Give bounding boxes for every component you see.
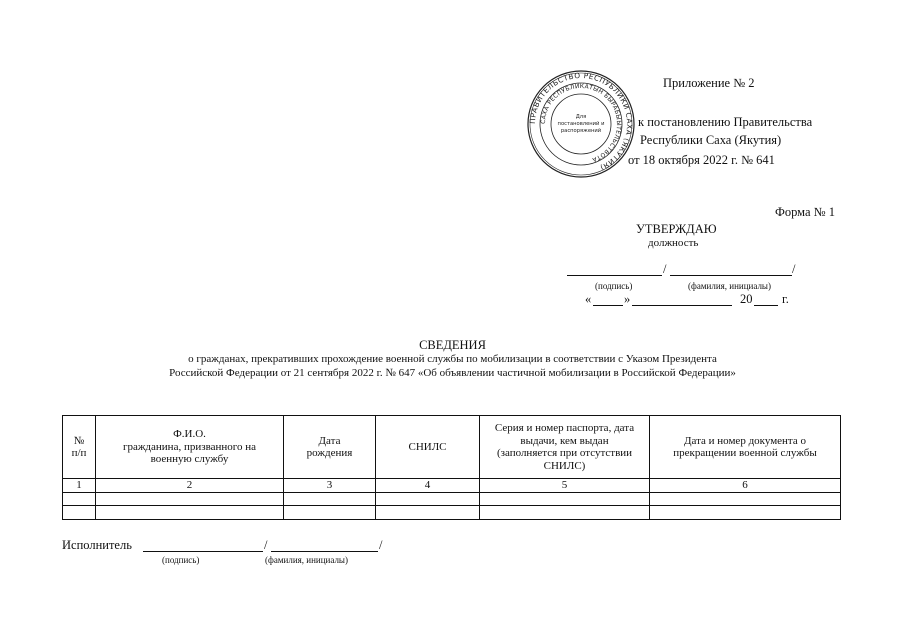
position-label: должность — [648, 237, 699, 249]
table-header-row — [63, 416, 841, 479]
form-number: Форма № 1 — [775, 205, 835, 219]
approve-name-line — [670, 275, 792, 276]
approve-signature-line — [567, 275, 662, 276]
approve-slash-end: / — [792, 262, 796, 276]
column-number-3: 3 — [284, 479, 376, 493]
date-year-suffix: г. — [782, 292, 789, 306]
table-row — [63, 505, 841, 519]
date-day-line — [593, 305, 623, 306]
approve-name-caption: (фамилия, инициалы) — [688, 281, 771, 291]
date-year-line — [754, 305, 778, 306]
appendix-date-number: от 18 октября 2022 г. № 641 — [628, 153, 775, 167]
executor-slash: / — [264, 538, 268, 552]
date-quote-open: « — [585, 292, 592, 306]
table-cell[interactable] — [650, 505, 841, 519]
approve-signature-caption: (подпись) — [595, 281, 633, 291]
column-number-6: 6 — [650, 479, 841, 493]
executor-slash-end: / — [379, 538, 383, 552]
executor-name-line[interactable] — [271, 551, 378, 552]
table-row — [63, 492, 841, 505]
header-cell-number: № п/п — [63, 416, 96, 479]
executor-name-caption: (фамилия, инициалы) — [265, 555, 348, 565]
official-seal — [527, 70, 635, 178]
executor-signature-line[interactable] — [143, 551, 263, 552]
seal-center-line-3: распоряжений — [560, 128, 602, 134]
seal-inner-text: САХА РЕСПУБЛИКАТЫН БЫРАБЫЫТЕЛЬСТВОТА — [539, 82, 623, 164]
appendix-republic: Республики Саха (Якутия) — [640, 133, 782, 147]
column-number-2: 2 — [96, 479, 284, 493]
table-cell[interactable] — [284, 505, 376, 519]
header-cell-passport: Серия и номер паспорта, дата выдачи, кем выдан (заполняется при отсутствии СНИЛС) — [480, 416, 650, 479]
document-subtitle-line-1: о гражданах, прекративших прохождение военной службы по мобилизации в соответствии с Указом Президента — [188, 353, 717, 365]
table-number-row — [63, 479, 841, 493]
table-cell[interactable] — [376, 492, 480, 505]
executor-label: Исполнитель — [62, 538, 132, 552]
table-cell[interactable] — [63, 505, 96, 519]
table-cell[interactable] — [96, 492, 284, 505]
document-title: СВЕДЕНИЯ — [419, 338, 486, 352]
column-number-4: 4 — [376, 479, 480, 493]
header-cell-fullname: Ф.И.О. гражданина, призванного на военную службу — [96, 416, 284, 479]
executor-signature-caption: (подпись) — [162, 555, 200, 565]
date-month-line — [632, 305, 732, 306]
header-cell-birthdate: Дата рождения — [284, 416, 376, 479]
header-cell-snils: СНИЛС — [376, 416, 480, 479]
approve-label: УТВЕРЖДАЮ — [636, 222, 717, 236]
table-cell[interactable] — [284, 492, 376, 505]
header-cell-document: Дата и номер документа о прекращении военной службы — [650, 416, 841, 479]
table-cell[interactable] — [480, 492, 650, 505]
seal-center-line-2: постановлений и — [557, 121, 605, 127]
table-cell[interactable] — [96, 505, 284, 519]
table-cell[interactable] — [376, 505, 480, 519]
column-number-5: 5 — [480, 479, 650, 493]
approve-slash: / — [663, 262, 667, 276]
table-cell[interactable] — [63, 492, 96, 505]
table-cell[interactable] — [650, 492, 841, 505]
citizens-table — [62, 415, 841, 520]
seal-outer-text: ПРАВИТЕЛЬСТВО РЕСПУБЛИКИ САХА (ЯКУТИЯ) — [527, 70, 635, 173]
appendix-decree: к постановлению Правительства — [638, 115, 813, 129]
date-quote-close: » — [624, 292, 631, 306]
table-cell[interactable] — [480, 505, 650, 519]
date-year-prefix: 20 — [740, 292, 753, 306]
seal-center-line-1: Для — [575, 114, 587, 120]
appendix-number: Приложение № 2 — [663, 76, 755, 90]
column-number-1: 1 — [63, 479, 96, 493]
document-subtitle-line-2: Российской Федерации от 21 сентября 2022 г. № 647 «Об объявлении частичной мобилизации в Российской Федерации» — [169, 367, 736, 379]
